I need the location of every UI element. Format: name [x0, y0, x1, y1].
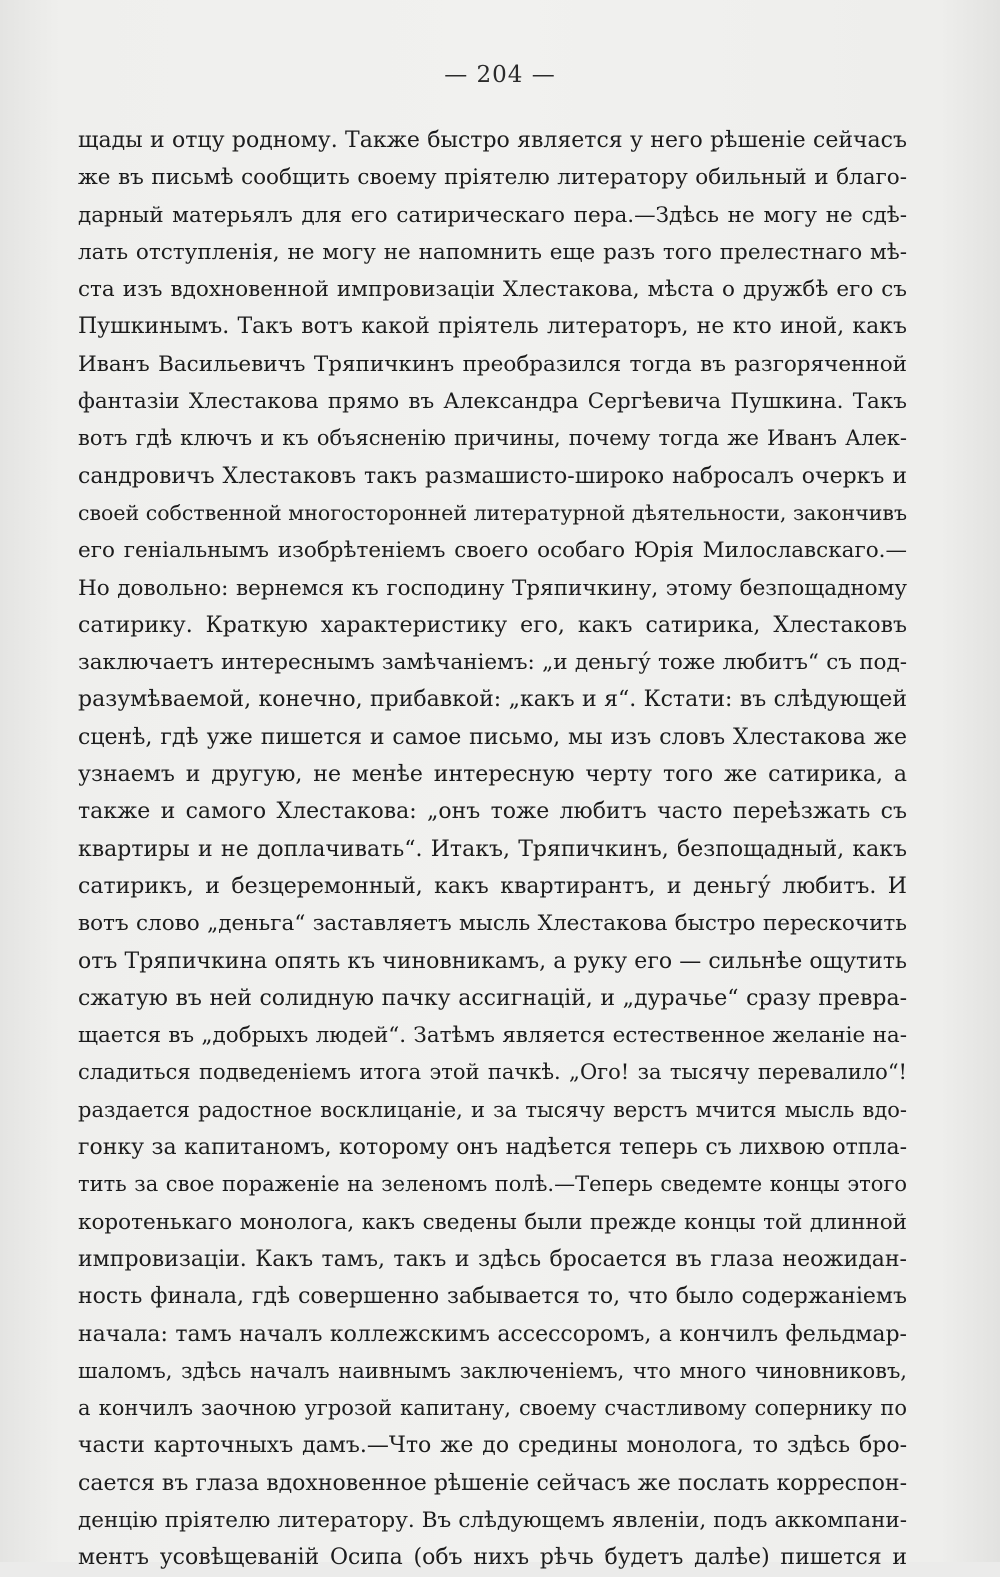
text-line: ста изъ вдохновенной импровизаціи Хлестакова, мѣста о дружбѣ его съ: [78, 277, 907, 303]
text-line: его геніальнымъ изобрѣтеніемъ своего особаго Юрія Милославскаго.—: [78, 538, 907, 564]
text-line: сандровичъ Хлестаковъ такъ размашисто-широко набросалъ очеркъ и: [78, 463, 907, 489]
page-number: — 204 —: [444, 62, 556, 88]
text-line: сладиться подведеніемъ итога этой пачкѣ. „Ого! за тысячу перевалило“!: [78, 1060, 907, 1085]
text-line: шаломъ, здѣсь началъ наивнымъ заключеніемъ, что много чиновниковъ,: [78, 1358, 907, 1383]
text-line: своей собственной многосторонней литературной дѣятельности, закончивъ: [78, 500, 907, 525]
text-line: ментъ усовѣщеваній Осипа (объ нихъ рѣчь будетъ далѣе) пишется и: [78, 1545, 907, 1571]
text-line: денцію пріятелю литератору. Въ слѣдующемъ явленіи, подъ аккомпани-: [78, 1507, 907, 1533]
body-text: [78, 122, 907, 1577]
text-line: раздается радостное восклицаніе, и за тысячу верстъ мчится мысль вдо-: [78, 1097, 907, 1122]
text-line: также и самого Хлестакова: „онъ тоже любитъ часто переѣзжать съ: [78, 799, 907, 825]
text-line: а кончилъ заочною угрозой капитану, своему счастливому сопернику по: [78, 1396, 907, 1421]
text-line: фантазіи Хлестакова прямо въ Александра Сергѣевича Пушкина. Такъ: [78, 389, 907, 415]
text-line: вотъ гдѣ ключъ и къ объясненію причины, почему тогда же Иванъ Алек-: [78, 426, 907, 451]
text-line: сается въ глаза вдохновенное рѣшеніе сейчасъ же послать корреспон-: [78, 1470, 907, 1496]
text-line: Но довольно: вернемся къ господину Тряпичкину, этому безпощадному: [78, 575, 907, 601]
text-line: заключаетъ интереснымъ замѣчаніемъ: „и деньгу́ тоже любитъ“ съ под-: [78, 650, 907, 676]
text-line: сатирикъ, и безцеремонный, какъ квартирантъ, и деньгу́ любитъ. И: [78, 873, 907, 899]
text-line: части карточныхъ дамъ.—Что же до средины монолога, то здѣсь бро-: [78, 1433, 907, 1459]
text-line: сжатую въ ней солидную пачку ассигнацій, и „дурачье“ сразу превра-: [78, 985, 907, 1011]
text-line: щается въ „добрыхъ людей“. Затѣмъ является естественное желаніе на-: [78, 1023, 907, 1049]
text-line: же въ письмѣ сообщить своему пріятелю литератору обильный и благо-: [78, 165, 907, 191]
text-line: импровизаціи. Какъ тамъ, такъ и здѣсь бросается въ глаза неожидан-: [78, 1246, 907, 1272]
text-line: коротенькаго монолога, какъ сведены были прежде концы той длинной: [78, 1209, 907, 1235]
text-line: вотъ слово „деньга“ заставляетъ мысль Хлестакова быстро перескочить: [78, 911, 907, 937]
text-line: дарный матерьялъ для его сатирическаго пера.—Здѣсь не могу не сдѣ-: [78, 202, 907, 228]
text-line: щады и отцу родному. Также быстро является у него рѣшеніе сейчасъ: [78, 128, 907, 153]
text-line: Пушкинымъ. Такъ вотъ какой пріятель литераторъ, не кто иной, какъ: [78, 314, 907, 340]
text-line: ность финала, гдѣ совершенно забывается то, что было содержаніемъ: [78, 1284, 907, 1310]
text-line: квартиры и не доплачивать“. Итакъ, Тряпичкинъ, безпощадный, какъ: [78, 836, 907, 862]
text-line: тить за свое пораженіе на зеленомъ полѣ.—Теперь сведемте концы этого: [78, 1172, 907, 1197]
text-line: начала: тамъ началъ коллежскимъ ассессоромъ, а кончилъ фельдмар-: [78, 1321, 907, 1347]
text-line: Иванъ Васильевичъ Тряпичкинъ преобразился тогда въ разгоряченной: [78, 351, 907, 377]
text-line: узнаемъ и другую, не менѣе интересную черту того же сатирика, а: [78, 762, 907, 788]
text-line: сценѣ, гдѣ уже пишется и самое письмо, мы изъ словъ Хлестакова же: [78, 724, 907, 750]
text-line: сатирику. Краткую характеристику его, какъ сатирика, Хлестаковъ: [78, 612, 907, 638]
text-line: разумѣваемой, конечно, прибавкой: „какъ и я“. Кстати: въ слѣдующей: [78, 687, 907, 713]
text-line: лать отступленія, не могу не напомнить еще разъ того прелестнаго мѣ-: [78, 239, 907, 265]
text-line: отъ Тряпичкина опять къ чиновникамъ, а руку его — сильнѣе ощутить: [78, 948, 907, 974]
text-line: гонку за капитаномъ, которому онъ надѣется теперь съ лихвою отпла-: [78, 1135, 907, 1161]
